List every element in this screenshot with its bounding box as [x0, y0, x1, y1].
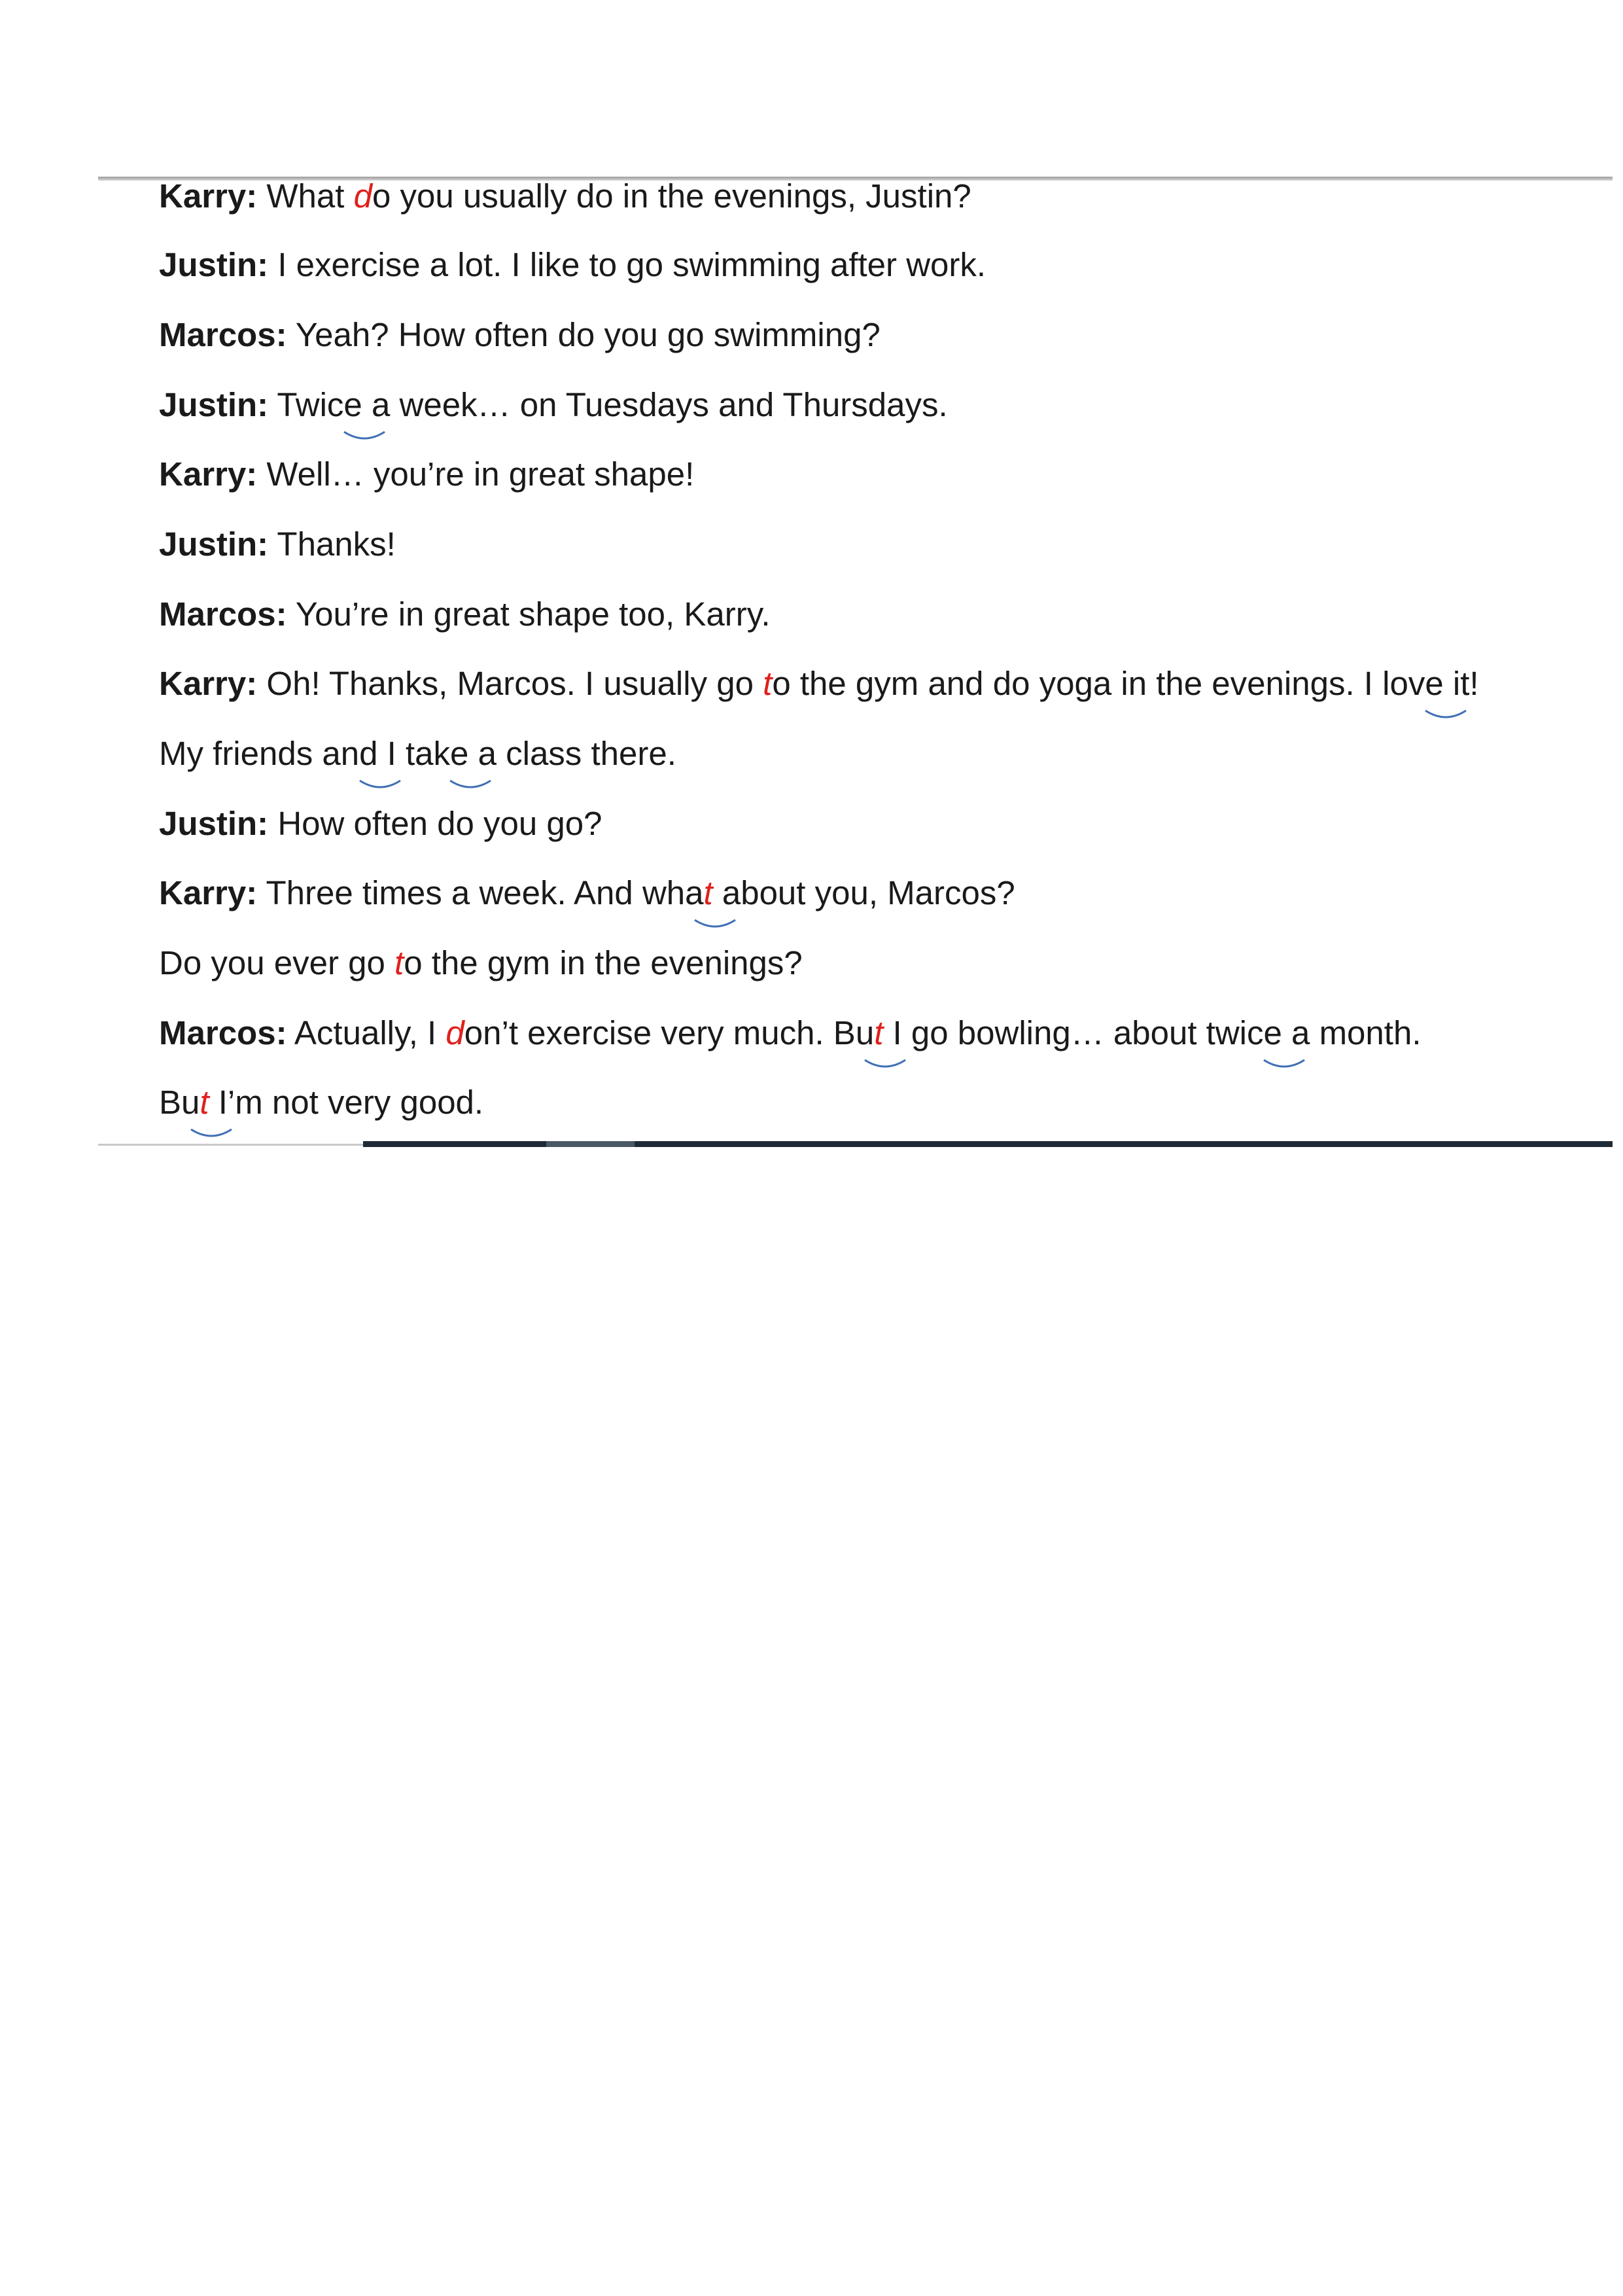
- highlight-letter: t: [763, 665, 773, 702]
- line-text: I’m not very good.: [209, 1084, 484, 1121]
- dialogue-line: [159, 874, 1015, 913]
- line-text: a week… on Tuesdays and Thursdays.: [362, 386, 948, 423]
- line-text: o the gym and do yoga in the evenings. I love: [772, 665, 1444, 702]
- highlight-letter: t: [200, 1084, 209, 1121]
- speaker-name: Karry:: [159, 665, 258, 702]
- line-text: Oh! Thanks, Marcos. I usually go: [257, 665, 763, 702]
- line-text: Do you ever go: [159, 944, 395, 981]
- dialogue-line: [159, 1014, 1422, 1053]
- dialogue-line: [159, 595, 771, 634]
- dialogue-line: [159, 734, 676, 773]
- speaker-name: Karry:: [159, 177, 258, 215]
- line-text: Three times a week. And wha: [257, 874, 704, 911]
- line-text: What: [257, 177, 354, 215]
- speaker-name: Karry:: [159, 874, 258, 911]
- dialogue-line: [159, 315, 881, 355]
- line-text: on’t exercise very much. Bu: [464, 1014, 875, 1051]
- line-text: Yeah? How often do you go swimming?: [287, 316, 881, 353]
- speaker-name: Justin:: [159, 386, 269, 423]
- highlight-letter: t: [874, 1014, 884, 1051]
- line-text: o you usually do in the evenings, Justin?: [372, 177, 971, 215]
- line-text: Well… you’re in great shape!: [257, 455, 695, 493]
- line-text: I go bowling… about twice: [883, 1014, 1282, 1051]
- line-text: it!: [1443, 665, 1479, 702]
- speaker-name: Justin:: [159, 525, 269, 563]
- line-text: I take: [377, 735, 469, 772]
- highlight-letter: d: [353, 177, 372, 215]
- line-text: My friends and: [159, 735, 378, 772]
- highlight-letter: d: [445, 1014, 464, 1051]
- line-text: o the gym in the evenings?: [404, 944, 803, 981]
- speaker-name: Marcos:: [159, 1014, 287, 1051]
- line-text: You’re in great shape too, Karry.: [287, 595, 771, 633]
- line-text: Twice: [268, 386, 362, 423]
- line-text: a class there.: [468, 735, 676, 772]
- line-text: Bu: [159, 1084, 200, 1121]
- speaker-name: Justin:: [159, 246, 269, 283]
- dialogue-line: [159, 385, 948, 425]
- dialogue-line: [159, 525, 396, 564]
- dialogue-line: [159, 177, 971, 216]
- speaker-name: Marcos:: [159, 316, 287, 353]
- dialogue-line: [159, 944, 803, 983]
- line-text: How often do you go?: [268, 805, 602, 842]
- highlight-letter: t: [394, 944, 404, 981]
- line-text: Thanks!: [268, 525, 396, 563]
- line-text: a month.: [1282, 1014, 1422, 1051]
- speaker-name: Marcos:: [159, 595, 287, 633]
- dialogue-line: [159, 455, 694, 494]
- line-text: Actually, I: [287, 1014, 446, 1051]
- line-text: I exercise a lot. I like to go swimming after work.: [268, 246, 986, 283]
- dialogue-line: [159, 245, 986, 285]
- highlight-letter: t: [703, 874, 713, 911]
- dialogue-line: [159, 1083, 483, 1122]
- bottom-divider-segment: [546, 1141, 635, 1147]
- speaker-name: Karry:: [159, 455, 258, 493]
- speaker-name: Justin:: [159, 805, 269, 842]
- dialogue-line: [159, 664, 1479, 703]
- line-text: about you, Marcos?: [712, 874, 1015, 911]
- dialogue-line: [159, 804, 602, 843]
